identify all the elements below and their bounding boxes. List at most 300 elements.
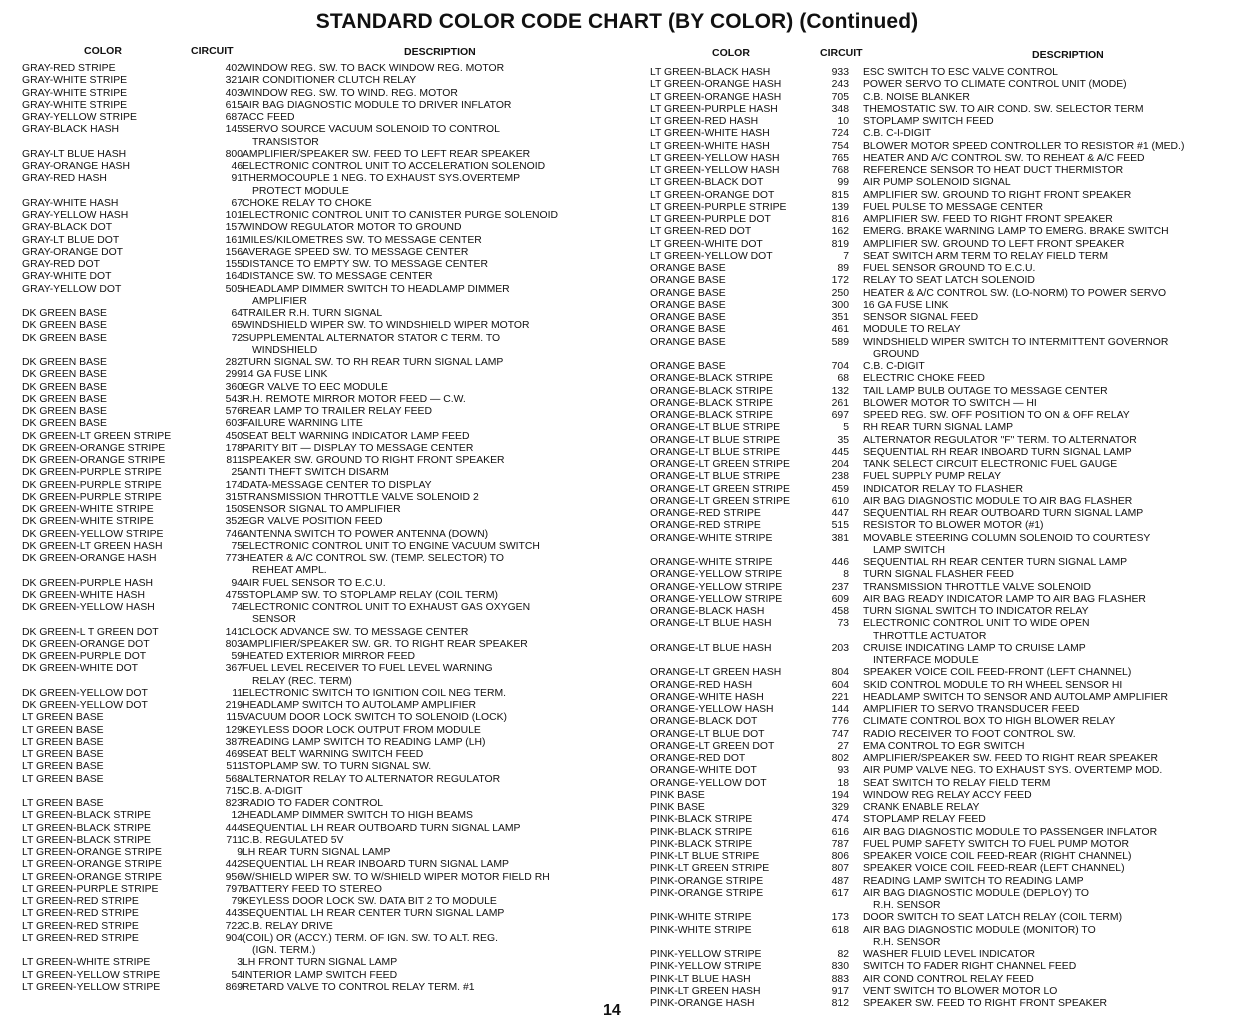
wire-color: ORANGE BASE bbox=[650, 336, 726, 348]
description-line: AIR BAG DIAGNOSTIC MODULE (DEPLOY) TO bbox=[863, 887, 1089, 899]
description-line: WINDSHIELD WIPER SWITCH TO INTERMITTENT GOVERNOR bbox=[863, 336, 1169, 348]
circuit-description bbox=[863, 594, 1146, 606]
circuit-number: 35 bbox=[837, 434, 849, 446]
circuit-description bbox=[242, 369, 327, 381]
circuit-description bbox=[863, 925, 1096, 950]
circuit-description bbox=[242, 271, 433, 283]
circuit-number: 67 bbox=[231, 197, 243, 209]
circuit-number: 173 bbox=[831, 912, 849, 924]
circuit-description bbox=[242, 823, 521, 835]
description-line: TANK SELECT CIRCUIT ELECTRONIC FUEL GAUGE bbox=[863, 459, 1118, 470]
description-line: AMPLIFIER bbox=[252, 295, 307, 307]
circuit-description bbox=[242, 112, 295, 124]
circuit-description bbox=[242, 161, 545, 173]
circuit-number: 75 bbox=[231, 540, 243, 552]
circuit-description bbox=[242, 235, 482, 247]
circuit-number: 617 bbox=[831, 887, 849, 899]
description-line: SEQUENTIAL LH REAR OUTBOARD TURN SIGNAL LAMP bbox=[242, 822, 521, 834]
circuit-number: 576 bbox=[225, 406, 243, 417]
wire-color: DK GREEN-ORANGE HASH bbox=[22, 553, 157, 564]
circuit-number: 46 bbox=[231, 161, 243, 172]
circuit-number: 150 bbox=[225, 504, 243, 515]
circuit-number: 615 bbox=[225, 99, 243, 111]
description-line: MODULE TO RELAY bbox=[863, 324, 961, 336]
description-line: TURN SIGNAL FLASHER FEED bbox=[863, 569, 1014, 581]
circuit-number: 59 bbox=[231, 651, 243, 662]
circuit-number: 469 bbox=[225, 749, 243, 760]
description-line: READING LAMP SWITCH TO READING LAMP bbox=[863, 875, 1084, 887]
wire-color: LT GREEN-RED DOT bbox=[650, 226, 752, 238]
circuit-description bbox=[863, 876, 1084, 888]
wire-color: DK GREEN BASE bbox=[22, 332, 107, 344]
description-line: BLOWER MOTOR SPEED CONTROLLER TO RESISTOR #1 (MED.) bbox=[863, 140, 1185, 152]
wire-color: ORANGE-RED STRIPE bbox=[650, 508, 761, 519]
circuit-number: 156 bbox=[225, 246, 243, 258]
wire-color: ORANGE-WHITE HASH bbox=[650, 691, 764, 703]
description-line: HEATER & A/C CONTROL SW. (LO-NORM) TO POWER SERVO bbox=[863, 287, 1167, 299]
wire-color: ORANGE-RED STRIPE bbox=[650, 520, 761, 532]
wire-color: ORANGE-BLACK DOT bbox=[650, 716, 758, 728]
wire-color: LT GREEN-BLACK STRIPE bbox=[22, 834, 151, 846]
circuit-number: 904 bbox=[225, 932, 243, 944]
description-line: WINDOW REG RELAY ACCY FEED bbox=[863, 789, 1032, 801]
circuit-description bbox=[863, 778, 1050, 790]
wire-color: GRAY-WHITE STRIPE bbox=[22, 99, 128, 111]
circuit-number: 91 bbox=[231, 173, 243, 185]
circuit-number: 403 bbox=[225, 87, 243, 99]
description-line: SPEAKER SW. FEED TO RIGHT FRONT SPEAKER bbox=[863, 998, 1108, 1009]
circuit-description bbox=[863, 373, 985, 385]
description-line: AMPLIFIER/SPEAKER SW. FEED TO RIGHT REAR SPEAKER bbox=[863, 753, 1159, 764]
wire-color: LT GREEN-PURPLE STRIPE bbox=[22, 883, 159, 895]
description-column-header-right: DESCRIPTION bbox=[1032, 49, 1104, 61]
circuit-number: 724 bbox=[831, 128, 849, 140]
circuit-description bbox=[242, 320, 530, 332]
circuit-description bbox=[242, 529, 488, 541]
circuit-number: 442 bbox=[225, 859, 243, 871]
description-line: AIR COND CONTROL RELAY FEED bbox=[863, 973, 1034, 985]
circuit-number: 74 bbox=[231, 602, 243, 613]
wire-color: LT GREEN-ORANGE HASH bbox=[650, 79, 782, 91]
circuit-description bbox=[242, 602, 530, 627]
wire-color: LT GREEN-WHITE HASH bbox=[650, 140, 770, 152]
circuit-number: 27 bbox=[837, 740, 849, 752]
circuit-number: 352 bbox=[225, 516, 243, 528]
circuit-number: 360 bbox=[225, 381, 243, 393]
wire-color: LT GREEN-PURPLE STRIPE bbox=[650, 201, 787, 213]
description-line: LAMP SWITCH bbox=[873, 544, 945, 556]
wire-color: ORANGE-LT BLUE STRIPE bbox=[650, 471, 781, 483]
wire-color: DK GREEN-YELLOW STRIPE bbox=[22, 528, 164, 540]
description-line: LH FRONT TURN SIGNAL LAMP bbox=[242, 957, 398, 969]
description-line: SENSOR bbox=[252, 614, 296, 626]
description-line: ELECTRONIC SWITCH TO IGNITION COIL NEG TERM. bbox=[242, 687, 507, 699]
description-line: SEAT BELT WARNING INDICATOR LAMP FEED bbox=[242, 430, 470, 442]
wire-color: GRAY-ORANGE DOT bbox=[22, 246, 124, 258]
wire-color: PINK-BLACK STRIPE bbox=[650, 814, 753, 826]
circuit-description bbox=[242, 504, 401, 516]
wire-color: LT GREEN-WHITE STRIPE bbox=[22, 957, 151, 969]
description-line: ANTI THEFT SWITCH DISARM bbox=[242, 467, 389, 479]
circuit-number: 115 bbox=[226, 712, 243, 724]
description-line: RELAY TO SEAT LATCH SOLENOID bbox=[863, 275, 1035, 287]
description-column-header: DESCRIPTION bbox=[404, 46, 476, 58]
description-line: FUEL SENSOR GROUND TO E.C.U. bbox=[863, 263, 1036, 274]
circuit-description bbox=[242, 725, 481, 737]
circuit-description bbox=[242, 516, 383, 528]
description-line: SENSOR SIGNAL TO AMPLIFIER bbox=[242, 504, 401, 515]
circuit-description bbox=[863, 79, 1127, 91]
wire-color: LT GREEN-ORANGE STRIPE bbox=[22, 871, 162, 883]
circuit-description bbox=[863, 398, 1037, 410]
circuit-description bbox=[863, 863, 1125, 875]
wire-color: DK GREEN BASE bbox=[22, 308, 107, 319]
circuit-description bbox=[863, 471, 1001, 483]
description-line: SEQUENTIAL RH REAR INBOARD TURN SIGNAL LAMP bbox=[863, 446, 1132, 458]
description-line: READING LAMP SWITCH TO READING LAMP (LH) bbox=[242, 736, 486, 748]
description-line: ELECTRONIC CONTROL UNIT TO CANISTER PURGE SOLENOID bbox=[242, 210, 559, 221]
circuit-number: 99 bbox=[837, 177, 849, 189]
description-line: SERVO SOURCE VACUUM SOLENOID TO CONTROL bbox=[242, 124, 500, 136]
description-line: WINDSHIELD bbox=[252, 344, 318, 356]
description-line: AIR PUMP VALVE NEG. TO EXHAUST SYS. OVERTEMP MOD. bbox=[863, 765, 1163, 777]
circuit-description bbox=[242, 933, 498, 958]
wire-color: ORANGE-LT BLUE HASH bbox=[650, 642, 772, 654]
circuit-description bbox=[863, 67, 1058, 79]
wire-color: LT GREEN-RED STRIPE bbox=[22, 920, 139, 932]
circuit-description bbox=[863, 214, 1113, 226]
wire-color: LT GREEN-BLACK STRIPE bbox=[22, 822, 151, 834]
wire-color: ORANGE-LT GREEN STRIPE bbox=[650, 495, 790, 507]
description-line: CRANK ENABLE RELAY bbox=[863, 802, 980, 813]
description-line: R.H. SENSOR bbox=[873, 936, 941, 948]
circuit-number: 765 bbox=[831, 152, 849, 164]
circuit-description bbox=[242, 394, 466, 406]
description-line: 14 GA FUSE LINK bbox=[242, 369, 328, 381]
circuit-number: 282 bbox=[225, 357, 243, 368]
wire-color: LT GREEN-RED STRIPE bbox=[22, 896, 139, 907]
description-line: AVERAGE SPEED SW. TO MESSAGE CENTER bbox=[242, 246, 469, 258]
wire-color: PINK-BLACK STRIPE bbox=[650, 838, 753, 850]
circuit-description bbox=[242, 590, 498, 602]
wire-color: ORANGE-BLACK STRIPE bbox=[650, 385, 773, 397]
wire-color: GRAY-BLACK HASH bbox=[22, 124, 120, 136]
circuit-description bbox=[863, 741, 1024, 753]
circuit-description bbox=[863, 386, 1108, 398]
circuit-description bbox=[242, 149, 530, 161]
circuit-number: 511 bbox=[226, 761, 243, 773]
wire-color: ORANGE BASE bbox=[650, 263, 726, 274]
circuit-description bbox=[242, 88, 458, 100]
circuit-number: 387 bbox=[225, 736, 243, 748]
circuit-description bbox=[242, 908, 504, 920]
circuit-number: 300 bbox=[831, 299, 849, 311]
description-line: C.B. C-DIGIT bbox=[863, 361, 925, 372]
description-line: WASHER FLUID LEVEL INDICATOR bbox=[863, 949, 1036, 960]
circuit-description bbox=[863, 116, 994, 128]
wire-color: GRAY-BLACK DOT bbox=[22, 222, 113, 234]
description-line: C.B. NOISE BLANKER bbox=[863, 91, 970, 103]
circuit-description bbox=[242, 308, 382, 320]
wire-color: ORANGE-LT BLUE HASH bbox=[650, 618, 772, 630]
circuit-number: 7 bbox=[843, 250, 849, 262]
circuit-number: 139 bbox=[831, 201, 849, 213]
circuit-description bbox=[863, 337, 1168, 362]
wire-color: DK GREEN BASE bbox=[22, 369, 107, 381]
circuit-number: 823 bbox=[225, 798, 243, 809]
circuit-number: 616 bbox=[831, 826, 849, 838]
wire-color: GRAY-RED HASH bbox=[22, 173, 107, 185]
circuit-description bbox=[863, 851, 1131, 863]
circuit-number: 11 bbox=[232, 687, 243, 699]
description-line: FUEL LEVEL RECEIVER TO FUEL LEVEL WARNING bbox=[242, 663, 493, 675]
wire-color: ORANGE BASE bbox=[650, 275, 726, 287]
circuit-number: 174 bbox=[225, 479, 243, 491]
circuit-description bbox=[242, 431, 469, 443]
wire-color: GRAY-RED STRIPE bbox=[22, 63, 116, 74]
circuit-description bbox=[863, 618, 1090, 643]
wire-color: PINK-ORANGE STRIPE bbox=[650, 887, 764, 899]
circuit-description bbox=[242, 75, 416, 87]
description-line: STOPLAMP SW. TO STOPLAMP RELAY (COIL TERM) bbox=[242, 589, 498, 601]
description-line: POWER SERVO TO CLIMATE CONTROL UNIT (MODE) bbox=[863, 79, 1127, 91]
circuit-number: 787 bbox=[831, 838, 849, 850]
description-line: SPEAKER VOICE COIL FEED-FRONT (LEFT CHANNEL) bbox=[863, 667, 1132, 679]
circuit-description bbox=[863, 202, 1043, 214]
circuit-number: 221 bbox=[831, 691, 849, 703]
wire-color: LT GREEN-BLACK STRIPE bbox=[22, 810, 151, 822]
circuit-number: 18 bbox=[837, 777, 849, 789]
circuit-description bbox=[242, 859, 509, 871]
description-line: EGR VALVE POSITION FEED bbox=[242, 516, 383, 528]
wire-color: LT GREEN BASE bbox=[22, 724, 104, 736]
circuit-number: 811 bbox=[226, 455, 243, 466]
circuit-number: 705 bbox=[831, 91, 849, 103]
description-line: (COIL) OR (ACCY.) TERM. OF IGN. SW. TO ALT. REG. bbox=[242, 932, 498, 944]
description-line: BLOWER MOTOR TO SWITCH — HI bbox=[863, 397, 1037, 409]
circuit-number: 367 bbox=[225, 663, 243, 675]
description-line: W/SHIELD WIPER SW. TO W/SHIELD WIPER MOTOR FIELD RH bbox=[242, 871, 550, 883]
circuit-number: 203 bbox=[831, 642, 849, 654]
wire-color: ORANGE-BLACK STRIPE bbox=[650, 410, 773, 421]
wire-color: ORANGE-YELLOW DOT bbox=[650, 777, 767, 789]
wire-color: DK GREEN BASE bbox=[22, 320, 107, 332]
circuit-number: 219 bbox=[225, 700, 243, 711]
description-line: SUPPLEMENTAL ALTERNATOR STATOR C TERM. TO bbox=[242, 332, 501, 344]
wire-color: ORANGE-LT BLUE STRIPE bbox=[650, 434, 781, 446]
circuit-number: 815 bbox=[831, 189, 849, 201]
circuit-description bbox=[242, 872, 550, 884]
wire-color: ORANGE BASE bbox=[650, 299, 726, 311]
description-line: SPEAKER VOICE COIL FEED-REAR (LEFT CHANNEL) bbox=[863, 863, 1125, 875]
description-line: AIR FUEL SENSOR TO E.C.U. bbox=[242, 577, 386, 589]
description-line: C.B. REGULATED 5V bbox=[242, 834, 344, 846]
description-line: WINDOW REGULATOR MOTOR TO GROUND bbox=[242, 222, 462, 234]
description-line: HEADLAMP DIMMER SWITCH TO HIGH BEAMS bbox=[242, 810, 473, 822]
wire-color: ORANGE-RED DOT bbox=[650, 753, 746, 764]
wire-color: ORANGE-BLACK STRIPE bbox=[650, 397, 773, 409]
description-line: AMPLIFIER TO SERVO TRANSDUCER FEED bbox=[863, 704, 1080, 715]
circuit-number: 162 bbox=[831, 226, 849, 238]
wire-color: DK GREEN-YELLOW DOT bbox=[22, 700, 148, 711]
circuit-description bbox=[242, 382, 388, 394]
circuit-description bbox=[863, 753, 1158, 765]
circuit-number: 329 bbox=[831, 802, 849, 813]
circuit-number: 697 bbox=[831, 410, 849, 421]
wire-color: LT GREEN-ORANGE STRIPE bbox=[22, 859, 162, 871]
circuit-description bbox=[863, 275, 1035, 287]
wire-color: GRAY-YELLOW DOT bbox=[22, 283, 122, 295]
circuit-description bbox=[863, 704, 1079, 716]
circuit-description bbox=[863, 141, 1184, 153]
wire-color: GRAY-WHITE DOT bbox=[22, 271, 112, 283]
description-line: RH REAR TURN SIGNAL LAMP bbox=[863, 422, 1014, 434]
description-line: SENSOR SIGNAL FEED bbox=[863, 312, 979, 323]
circuit-description bbox=[242, 259, 488, 271]
description-line: DOOR SWITCH TO SEAT LATCH RELAY (COIL TERM) bbox=[863, 912, 1123, 924]
circuit-number: 65 bbox=[231, 320, 243, 332]
circuit-description bbox=[863, 692, 1168, 704]
description-line: AIR BAG DIAGNOSTIC MODULE (MONITOR) TO bbox=[863, 924, 1096, 936]
description-line: TURN SIGNAL SW. TO RH REAR TURN SIGNAL LAMP bbox=[242, 357, 504, 368]
circuit-description bbox=[242, 124, 500, 149]
description-line: SEQUENTIAL RH REAR CENTER TURN SIGNAL LAMP bbox=[863, 557, 1128, 568]
wire-color: ORANGE-YELLOW STRIPE bbox=[650, 593, 783, 605]
wire-color: ORANGE-WHITE STRIPE bbox=[650, 557, 773, 568]
circuit-description bbox=[242, 810, 473, 822]
description-line: RESISTOR TO BLOWER MOTOR (#1) bbox=[863, 520, 1044, 532]
description-line: AMPLIFIER/SPEAKER SW. FEED TO LEFT REAR SPEAKER bbox=[242, 148, 531, 160]
description-line: AIR PUMP SOLENOID SIGNAL bbox=[863, 177, 1011, 189]
wire-color: ORANGE-RED HASH bbox=[650, 679, 753, 691]
circuit-description bbox=[863, 557, 1127, 569]
circuit-number: 618 bbox=[831, 924, 849, 936]
description-line: AIR CONDITIONER CLUTCH RELAY bbox=[242, 75, 417, 87]
wire-color: PINK-WHITE STRIPE bbox=[650, 924, 752, 936]
wire-color: DK GREEN-YELLOW DOT bbox=[22, 687, 148, 699]
description-line: VACUUM DOOR LOCK SWITCH TO SOLENOID (LOCK) bbox=[242, 712, 507, 724]
description-line: KEYLESS DOOR LOCK SW. DATA BIT 2 TO MODULE bbox=[242, 896, 497, 907]
wire-color: DK GREEN BASE bbox=[22, 381, 107, 393]
wire-color: ORANGE-BLACK HASH bbox=[650, 606, 765, 617]
description-line: EGR VALVE TO EEC MODULE bbox=[242, 381, 388, 393]
description-line: REAR LAMP TO TRAILER RELAY FEED bbox=[242, 406, 432, 417]
circuit-description bbox=[242, 418, 363, 430]
description-line: AMPLIFIER/SPEAKER SW. GR. TO RIGHT REAR SPEAKER bbox=[242, 638, 528, 650]
wire-color: DK GREEN-ORANGE STRIPE bbox=[22, 442, 166, 454]
description-line: THROTTLE ACTUATOR bbox=[873, 630, 987, 642]
wire-color: LT GREEN-YELLOW STRIPE bbox=[22, 969, 161, 981]
description-line: HEATED EXTERIOR MIRROR FEED bbox=[242, 651, 415, 662]
wire-color: ORANGE-LT GREEN HASH bbox=[650, 667, 782, 679]
wire-color: LT GREEN-YELLOW STRIPE bbox=[22, 981, 161, 993]
circuit-description bbox=[863, 361, 925, 373]
circuit-description bbox=[863, 239, 1124, 251]
circuit-number: 474 bbox=[831, 814, 849, 826]
description-line: STOPLAMP RELAY FEED bbox=[863, 814, 986, 826]
wire-color: GRAY-YELLOW STRIPE bbox=[22, 112, 137, 123]
circuit-description bbox=[242, 982, 475, 994]
description-line: SEQUENTIAL RH REAR OUTBOARD TURN SIGNAL LAMP bbox=[863, 508, 1144, 519]
wire-color: PINK-ORANGE HASH bbox=[650, 998, 755, 1009]
circuit-description bbox=[242, 198, 372, 210]
wire-color: ORANGE BASE bbox=[650, 361, 726, 372]
circuit-description bbox=[863, 667, 1131, 679]
description-line: RADIO TO FADER CONTROL bbox=[242, 798, 384, 809]
circuit-number: 299 bbox=[225, 369, 243, 381]
wire-color: PINK-BLACK STRIPE bbox=[650, 826, 753, 838]
description-line: DISTANCE TO EMPTY SW. TO MESSAGE CENTER bbox=[242, 259, 488, 270]
description-line: (IGN. TERM.) bbox=[252, 945, 316, 956]
circuit-number: 804 bbox=[831, 667, 849, 679]
wire-color: DK GREEN BASE bbox=[22, 393, 107, 405]
wire-color: ORANGE-WHITE DOT bbox=[650, 765, 757, 777]
circuit-description bbox=[863, 104, 1144, 116]
description-line: WINDSHIELD WIPER SW. TO WINDSHIELD WIPER MOTOR bbox=[242, 320, 530, 332]
description-line: SEQUENTIAL LH REAR INBOARD TURN SIGNAL LAMP bbox=[242, 859, 509, 871]
description-line: FAILURE WARNING LITE bbox=[242, 418, 363, 430]
circuit-number: 776 bbox=[831, 716, 849, 728]
circuit-description bbox=[242, 700, 476, 712]
description-line: AIR BAG READY INDICATOR LAMP TO AIR BAG FLASHER bbox=[863, 593, 1146, 605]
circuit-number: 475 bbox=[225, 589, 243, 601]
circuit-number: 25 bbox=[231, 467, 243, 479]
wire-color: ORANGE-YELLOW STRIPE bbox=[650, 581, 783, 593]
description-line: HEATER & A/C CONTROL SW. (TEMP. SELECTOR) TO bbox=[242, 553, 504, 564]
description-line: AMPLIFIER SW. GROUND TO LEFT FRONT SPEAKER bbox=[863, 238, 1125, 250]
color-column-header-right: COLOR bbox=[712, 47, 750, 59]
wire-color: ORANGE BASE bbox=[650, 312, 726, 323]
circuit-number: 711 bbox=[226, 834, 243, 846]
circuit-description bbox=[863, 827, 1157, 839]
circuit-number: 157 bbox=[225, 222, 243, 234]
circuit-number: 178 bbox=[225, 442, 243, 454]
circuit-number: 715 bbox=[225, 785, 243, 797]
circuit-description bbox=[242, 884, 382, 896]
description-line: SEQUENTIAL LH REAR CENTER TURN SIGNAL LAMP bbox=[242, 908, 505, 920]
circuit-number: 79 bbox=[231, 896, 243, 907]
circuit-number: 819 bbox=[831, 238, 849, 250]
circuit-description bbox=[863, 410, 1130, 422]
wire-color: ORANGE BASE bbox=[650, 287, 726, 299]
circuit-description bbox=[863, 190, 1131, 202]
description-line: SWITCH TO FADER RIGHT CHANNEL FEED bbox=[863, 961, 1077, 973]
circuit-description bbox=[863, 128, 931, 140]
description-line: AIR BAG DIAGNOSTIC MODULE TO PASSENGER INFLATOR bbox=[863, 826, 1158, 838]
description-line: ELECTRONIC CONTROL UNIT TO WIDE OPEN bbox=[863, 618, 1090, 630]
circuit-description bbox=[242, 467, 389, 479]
wire-color: DK GREEN BASE bbox=[22, 418, 107, 430]
wire-color: DK GREEN-YELLOW HASH bbox=[22, 602, 155, 613]
circuit-description bbox=[863, 606, 1089, 618]
description-line: THEMOSTATIC SW. TO AIR COND. SW. SELECTOR TERM bbox=[863, 103, 1144, 115]
circuit-number: 816 bbox=[831, 214, 849, 225]
wire-color: PINK BASE bbox=[650, 802, 705, 813]
circuit-number: 144 bbox=[831, 704, 849, 715]
description-line: R.H. SENSOR bbox=[873, 900, 941, 911]
circuit-description bbox=[863, 226, 1169, 238]
circuit-number: 487 bbox=[831, 875, 849, 887]
wire-color: DK GREEN-WHITE DOT bbox=[22, 663, 139, 675]
circuit-description bbox=[863, 153, 1145, 165]
circuit-number: 746 bbox=[225, 528, 243, 540]
wire-color: DK GREEN BASE bbox=[22, 406, 107, 417]
circuit-description bbox=[242, 541, 540, 553]
wire-color: LT GREEN BASE bbox=[22, 761, 104, 773]
wire-color: LT GREEN-ORANGE HASH bbox=[650, 91, 782, 103]
description-line: TAIL LAMP BULB OUTAGE TO MESSAGE CENTER bbox=[863, 385, 1108, 397]
circuit-number: 446 bbox=[831, 557, 849, 568]
